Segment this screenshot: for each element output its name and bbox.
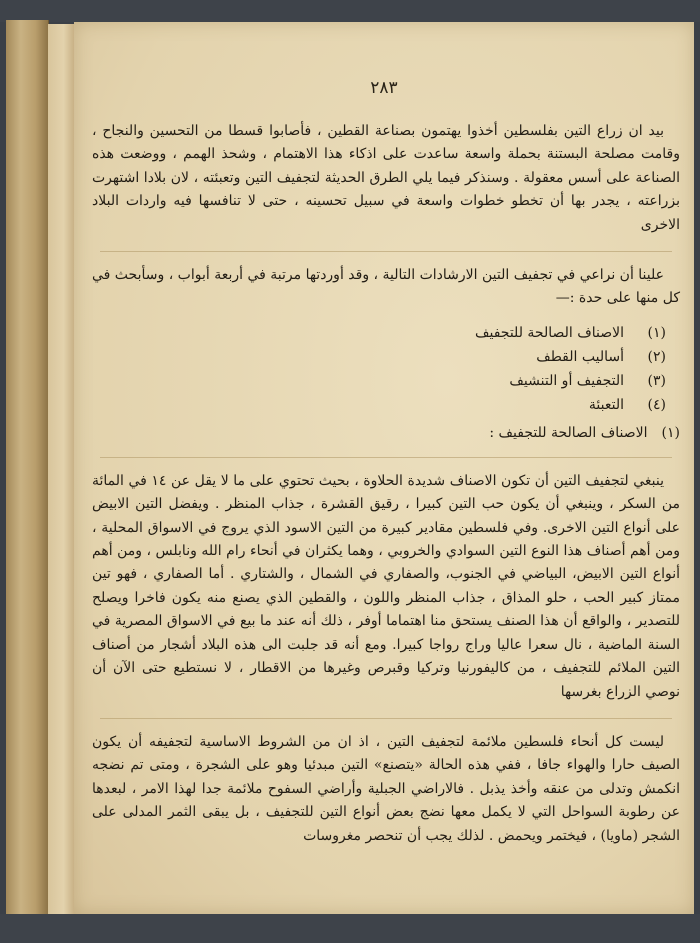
list-item [92,369,680,393]
list-item-label: الاصناف الصالحة للتجفيف [475,324,624,341]
section-heading [92,421,680,445]
page-stack-edge [6,20,49,920]
book-page [74,22,694,914]
list-item-number: (٤) [647,396,666,413]
guidelines-paragraph: علينا أن نراعي في تجفيف التين الارشادات التالية ، وقد أوردتها مرتبة في أربعة أبواب ، وسأبحث في كل منها على حدة :— [92,267,680,307]
intro-paragraph: بيد ان زراع التين بفلسطين أخذوا يهتمون بصناعة القطين ، فأصابوا قسطا من التحسين والنجاح ، وقامت مصلحة البستنة بحملة واسعة ساعدت على اذكاء هذا الاهتمام ، وشحذ الهمم ، ووضعت هذه الصناعة على أسس معقولة . وسنذكر فيما يلي الطرق الحديثة لتجفيف التين وتعبئته ، لان بلادا اشتهرت بزراعته ، يجدر بها أن تخطو خطوات واسعة في سبيل تحسينه ، حتى لا تنافسها فيه واردات البلاد الاخرى [92,123,680,233]
list-item [92,345,680,369]
list-item-number: (١) [647,324,666,341]
paragraph-divider [100,251,672,252]
list-item-label: أساليب القطف [536,348,624,365]
section-heading-number: (١) [661,424,680,441]
body-paragraph: ينبغي لتجفيف التين أن تكون الاصناف شديدة الحلاوة ، بحيث تحتوي على ما لا يقل عن ١٤ في المائة من السكر ، وينبغي أن يكون حب التين كبيرا ، رقيق القشرة ، جذاب المنظر . ويفضل التين الابيض على أنواع التين الاخرى. وفي فلسطين مقادير كبيرة من التين الاسود الذي يروج في الاسواق المحلية ، ومن أهم أصناف هذا النوع التين السوادي والخروبي ، وهما يكثران في أنحاء رام الله ونابلس ، ومن أهم أنواع التين الابيض، البياضي في الجنوب، والصفاري في الشمال ، والشتاري . أما الصفاري ، فهو تين ممتاز كبير الحب ، حلو المذاق ، جذاب المنظر واللون ، والقطين الذي يصنع منه يكون فاخرا ويصلح للتصدير ، والواقع أن هذا الصنف يستحق منا اهتماما أوفر ، ذلك أنه عند ما بيع في الاسواق المصرية في السنة الماضية ، نال سعرا عاليا وراج رواجا كبيرا. ومع أنه قد جلبت الى هذه البلاد أشجار من أصناف التين الملائم للتجفيف ، من كاليفورنيا وتركيا وقبرص وغيرها من الاقطار ، لا نستطيع حتى الآن أن نوصي الزراع بغرسها [92,472,680,700]
list-item-number: (٢) [647,348,666,365]
sections-list [92,321,680,417]
page-number: ٢٨٣ [370,78,398,98]
list-item [92,393,680,417]
list-item-label: التعبئة [588,396,624,413]
section-heading-label: الاصناف الصالحة للتجفيف : [489,424,648,441]
list-item [92,321,680,345]
scanner-bottom-edge [0,914,700,943]
page-stack-edge-inner [48,24,75,914]
body-paragraph: ليست كل أنحاء فلسطين ملائمة لتجفيف التين ، اذ ان من الشروط الاساسية لتجفيفه أن يكون الصيف حارا والهواء جافا ، ففي هذه الحالة «يتصنع» التين مبدئيا وهو على الشجرة ، ومتى تم نضجه انكمش وتدلى من عنقه وأخذ يذبل . فالاراضي الجبلية وأراضي السفوح ملائمة جدا لهذا الامر ، لبعدها عن رطوبة السواحل التي لا يكمل معها نضج بعض أنواع التين للتجفيف ، بل يبقى الثمر المدلى على الشجر (ماويا) ، فيختمر ويحمض . لذلك يجب أن تنحصر مغروسات [92,733,680,844]
paragraph-divider [100,718,672,719]
paragraph-divider [100,457,672,458]
scanner-top-edge [0,0,700,22]
list-item-number: (٣) [647,372,666,389]
list-item-label: التجفيف أو التنشيف [509,372,624,389]
page-content [92,120,680,862]
